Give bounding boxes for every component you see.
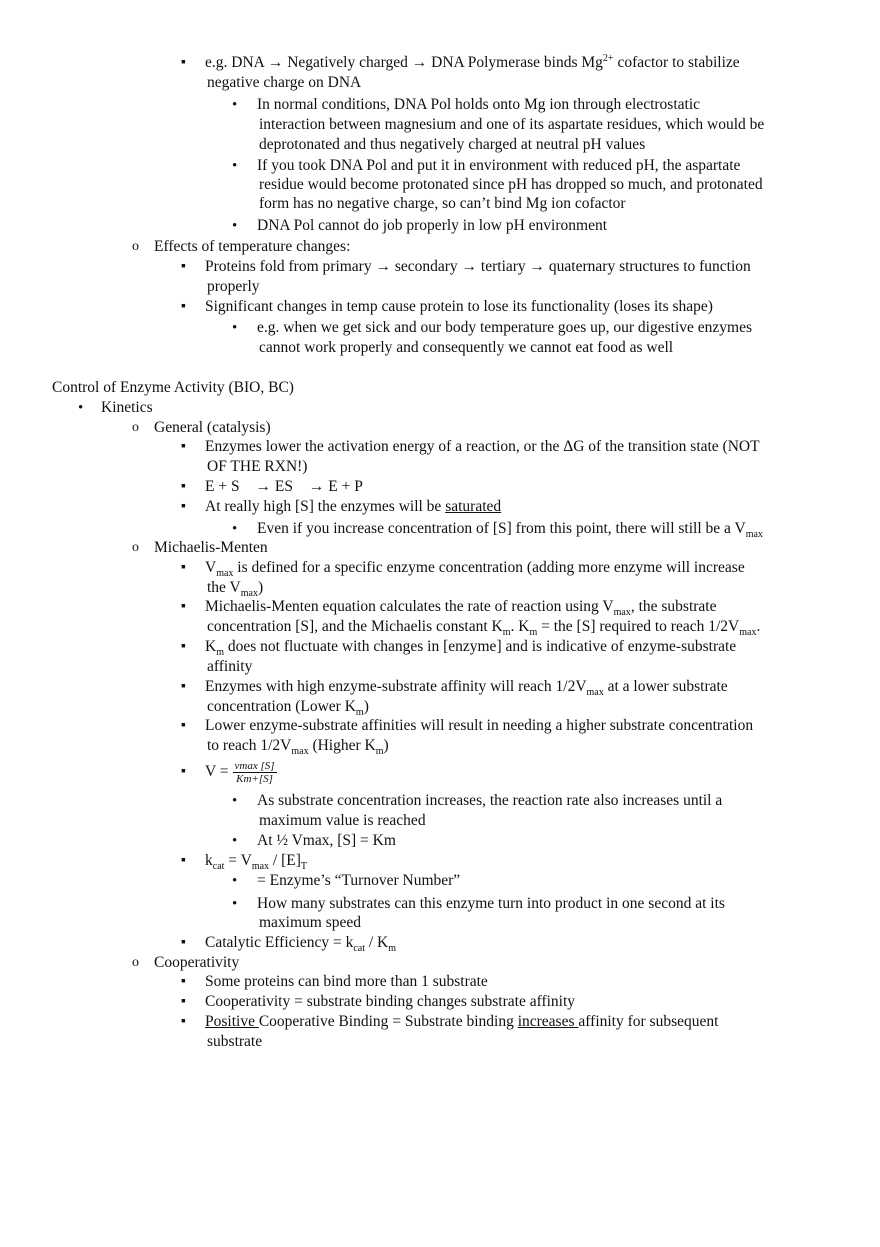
text-line: How many substrates can this enzyme turn into product in one second at its (257, 895, 725, 912)
dot-bullet-marker: • (232, 521, 238, 537)
text-line: maximum speed (259, 914, 362, 931)
section-heading: Control of Enzyme Activity (BIO, BC) (52, 379, 294, 396)
square-bullet-marker: ▪ (181, 439, 186, 454)
square-bullet-marker: ▪ (181, 718, 186, 733)
circle-bullet-marker: o (132, 540, 139, 555)
square-bullet-marker: ▪ (181, 55, 186, 70)
text-line: Cooperativity = substrate binding changes substrate affinity (205, 993, 576, 1010)
text-line: properly (207, 278, 260, 295)
text-line: Some proteins can bind more than 1 substrate (205, 973, 488, 990)
text-line: the $V_{max}$) (207, 579, 264, 600)
circle-bullet-marker: o (132, 955, 139, 970)
text-line: OF THE RXN!) (207, 458, 308, 475)
text-line: $k_{cat} = V_{max} / [E]_T$ (205, 852, 307, 873)
text-line: Positive Cooperative Binding = Substrate binding increases affinity for subsequent (205, 1013, 719, 1030)
dot-bullet-marker: • (232, 158, 238, 174)
square-bullet-marker: ▪ (181, 853, 186, 868)
text-line: If you took DNA Pol and put it in environment with reduced pH, the aspartate (257, 157, 741, 174)
dot-bullet-marker: • (232, 320, 238, 336)
text-line: DNA Pol cannot do job properly in low pH environment (257, 217, 607, 234)
text-line: In normal conditions, DNA Pol holds onto Mg ion through electrostatic (257, 96, 700, 113)
text-line: Significant changes in temp cause protein to lose its functionality (loses its shape) (205, 298, 713, 315)
text-line: cannot work properly and consequently we cannot eat food as well (259, 339, 674, 356)
text-line: concentration (Lower $K_m$) (207, 698, 369, 719)
dot-bullet-marker: • (232, 218, 238, 234)
text-line: At really high [S] the enzymes will be saturated (205, 498, 502, 515)
dot-bullet-marker: • (232, 873, 238, 889)
text-line: Lower enzyme-substrate affinities will result in needing a higher substrate concentration (205, 717, 754, 734)
dot-bullet-marker: • (232, 896, 238, 912)
text-line: deprotonated and thus negatively charged at neutral pH values (259, 136, 646, 153)
text-line: affinity (207, 658, 253, 675)
text-line: Effects of temperature changes: (154, 238, 351, 255)
dot-bullet-marker: • (78, 400, 84, 416)
dot-bullet-marker: • (232, 793, 238, 809)
equation-line: E + S → ES → E + P (205, 478, 339, 495)
text-line: e.g. DNA → Negatively charged → DNA Polymerase binds $Mg^{2+}$ cofactor to stabilize (205, 52, 740, 71)
text-line: General (catalysis) (154, 419, 271, 436)
text-line: residue would become protonated since pH has dropped so much, and protonated (259, 176, 763, 193)
text-line: maximum value is reached (259, 812, 426, 829)
text-line: Even if you increase concentration of [S] from this point, there will still be a $V_{max}$ (257, 520, 763, 541)
text-line: Enzymes with high enzyme-substrate affinity will reach $1/2V_{max}$ at a lower substrate (205, 678, 728, 699)
square-bullet-marker: ▪ (181, 935, 186, 950)
text-line: interaction between magnesium and one of its aspartate residues, which would be (259, 116, 765, 133)
square-bullet-marker: ▪ (181, 639, 186, 654)
text-line: Michaelis-Menten (154, 539, 268, 556)
text-line: substrate (207, 1033, 263, 1050)
square-bullet-marker: ▪ (181, 479, 186, 494)
square-bullet-marker: ▪ (181, 974, 186, 989)
text-line: Proteins fold from primary → secondary → tertiary → quaternary structures to function (205, 258, 751, 275)
square-bullet-marker: ▪ (181, 299, 186, 314)
text-line: $K_m$ does not fluctuate with changes in [enzyme] and is indicative of enzyme-substrate (205, 638, 737, 659)
circle-bullet-marker: o (132, 420, 139, 435)
text-line: As substrate concentration increases, the reaction rate also increases until a (257, 792, 723, 809)
text-line: to reach $1/2V_{max}$ (Higher $K_m$) (207, 737, 389, 758)
square-bullet-marker: ▪ (181, 560, 186, 575)
text-line: negative charge on DNA (207, 74, 362, 91)
square-bullet-marker: ▪ (181, 259, 186, 274)
square-bullet-marker: ▪ (181, 599, 186, 614)
text-line: Michaelis-Menten equation calculates the rate of reaction using $V_{max}$, the substrate (205, 598, 717, 619)
text-line: = Enzyme’s “Turnover Number” (257, 872, 461, 889)
text-line: concentration [S], and the Michaelis constant $K_m$. $K_m$ = the [S] required to reach $1/2V_{max}$. (207, 618, 761, 639)
text-line: Kinetics (101, 399, 153, 416)
square-bullet-marker: ▪ (181, 679, 186, 694)
square-bullet-marker: ▪ (181, 994, 186, 1009)
text-line: Enzymes lower the activation energy of a reaction, or the ΔG of the transition state (NOT (205, 438, 760, 455)
text-line: Catalytic Efficiency = $k_{cat} / K_m$ (205, 934, 397, 955)
square-bullet-marker: ▪ (181, 1014, 186, 1029)
text-line: $V_{max}$ is defined for a specific enzyme concentration (adding more enzyme will increase (205, 559, 745, 580)
text-line: e.g. when we get sick and our body temperature goes up, our digestive enzymes (257, 319, 752, 336)
dot-bullet-marker: • (232, 833, 238, 849)
square-bullet-marker: ▪ (181, 499, 186, 514)
text-line: form has no negative charge, so can’t bind Mg ion cofactor (259, 195, 626, 212)
michaelis-menten-equation: V = $\frac{vmax [S]}{Km+[S]}$ (205, 759, 275, 785)
text-line: At ½ Vmax, [S] = Km (257, 832, 396, 849)
text-line: Cooperativity (154, 954, 240, 971)
circle-bullet-marker: o (132, 239, 139, 254)
dot-bullet-marker: • (232, 97, 238, 113)
square-bullet-marker: ▪ (181, 764, 186, 779)
fraction: $\frac{vmax [S]}{Km+[S]}$ (234, 759, 275, 785)
